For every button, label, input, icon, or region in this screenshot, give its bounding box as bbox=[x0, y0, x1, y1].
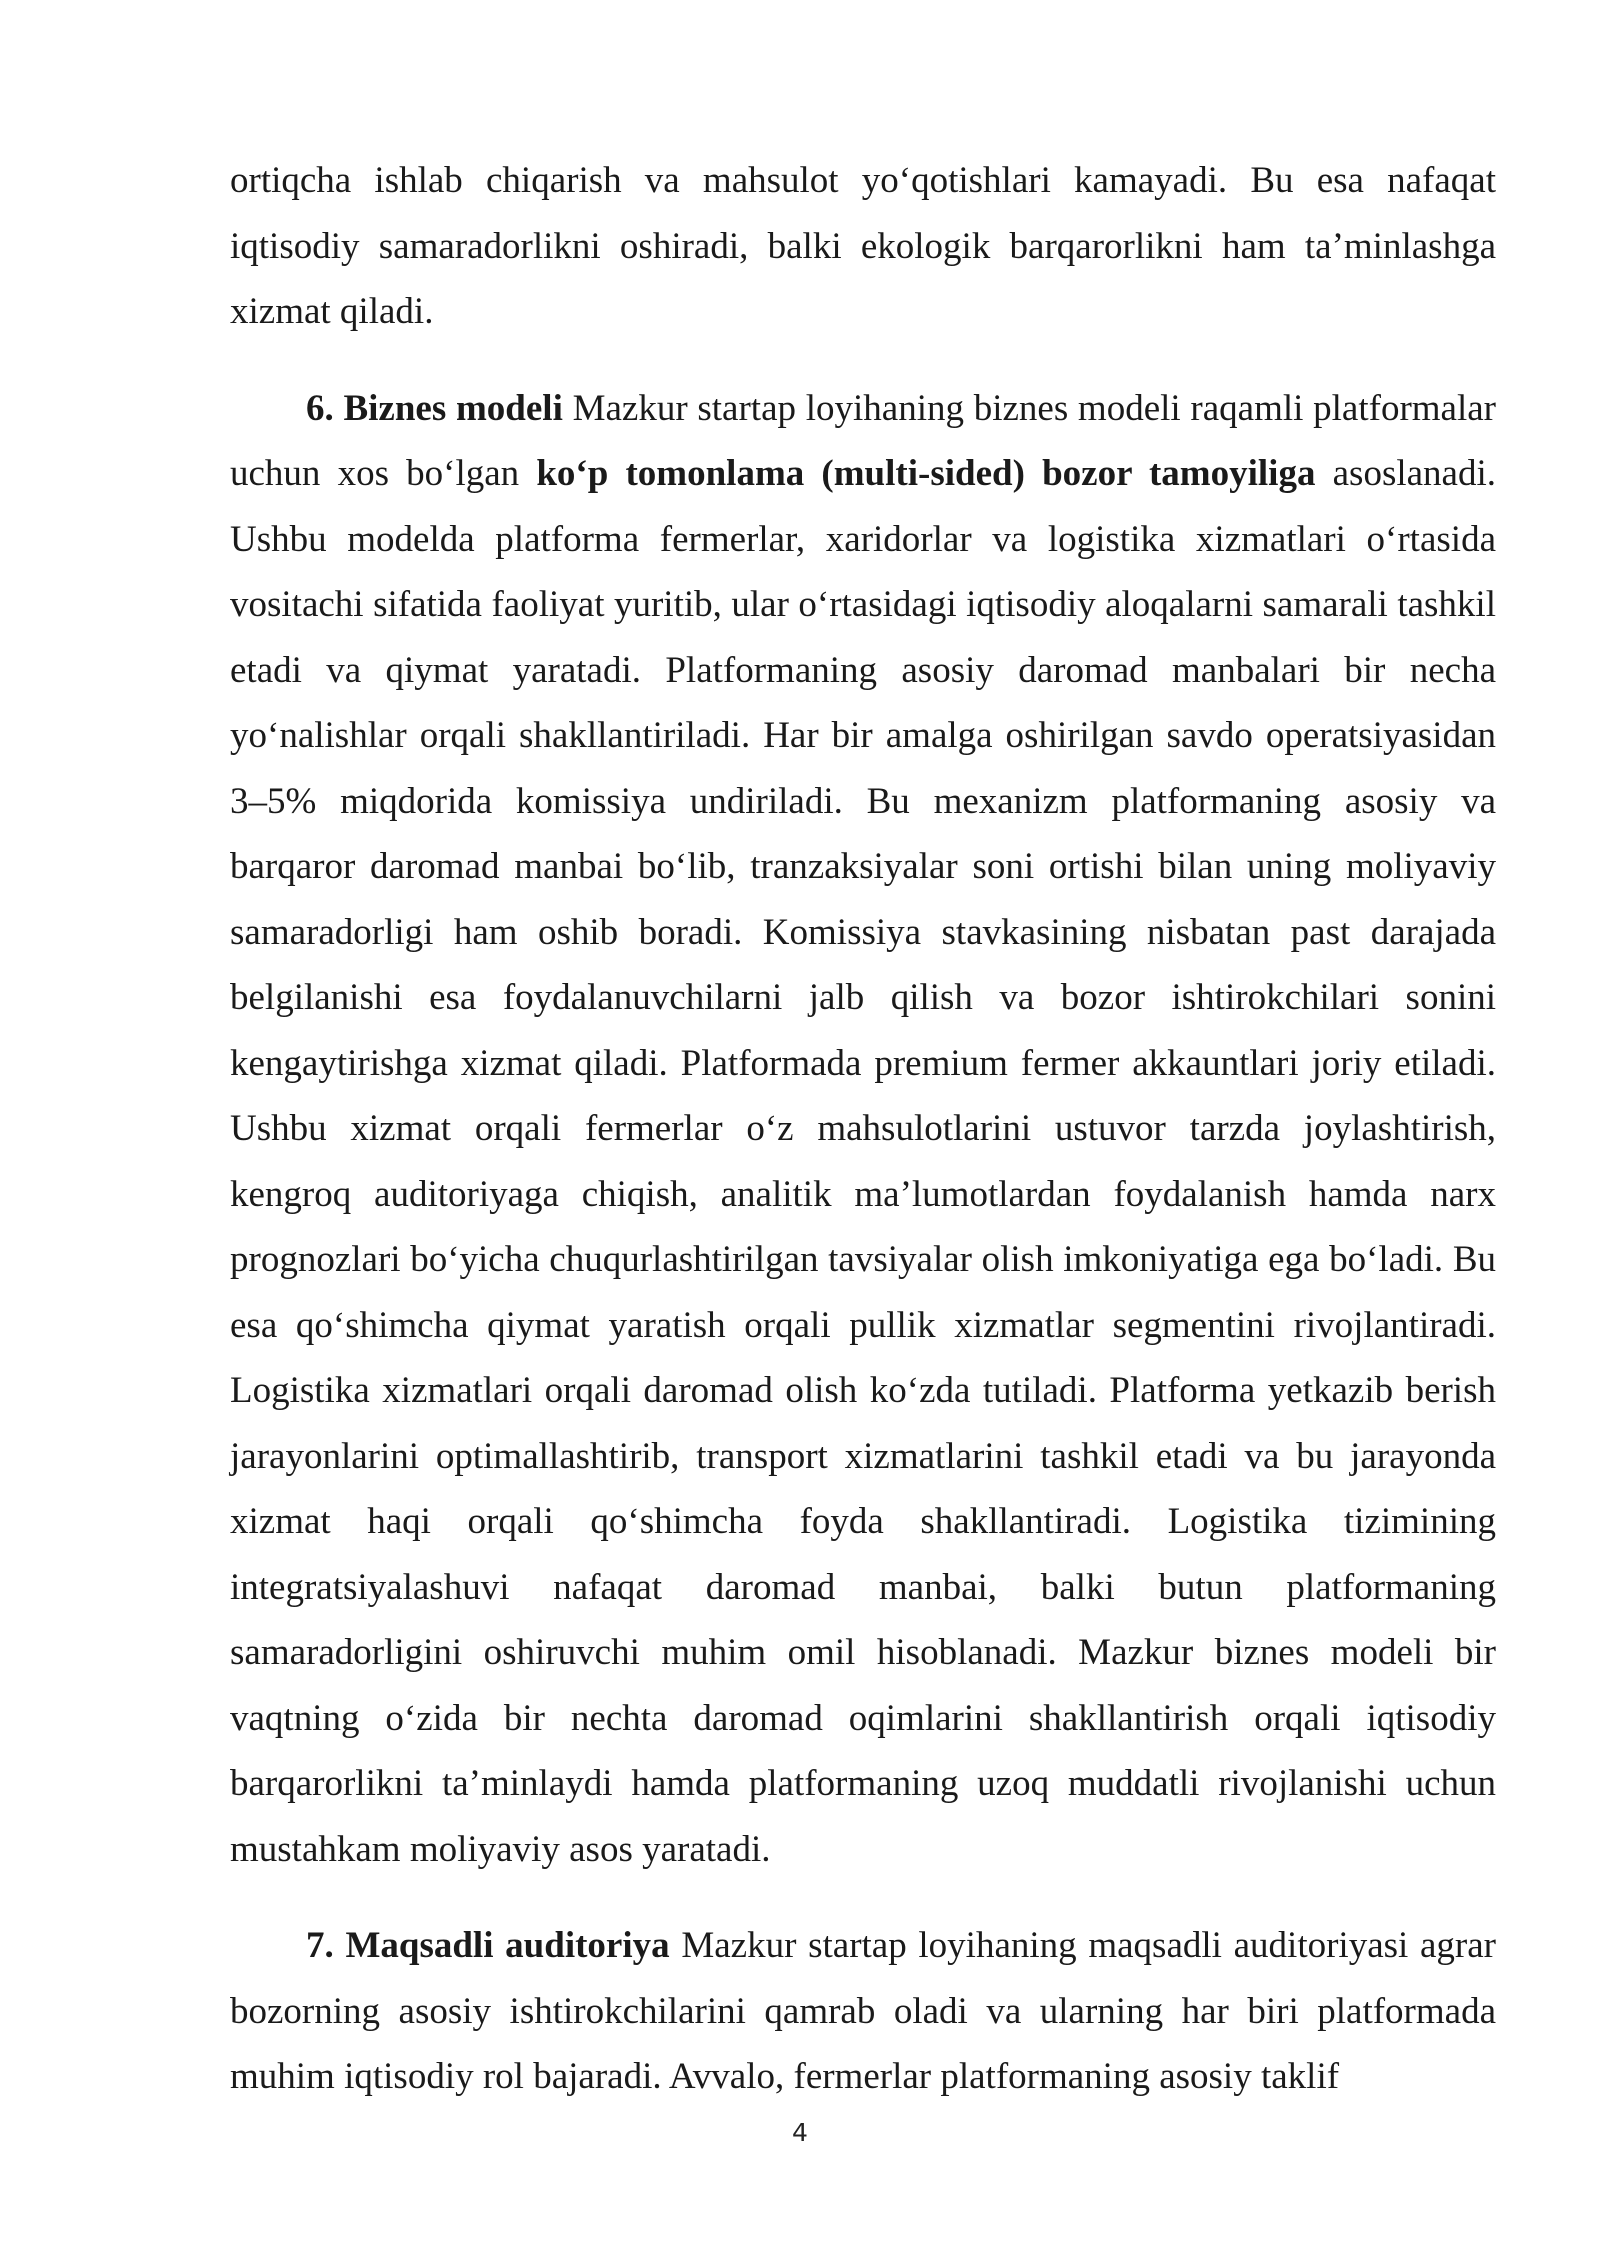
section-heading-business-model: 6. Biznes modeli bbox=[306, 387, 563, 429]
paragraph-target-audience bbox=[230, 1913, 1496, 2110]
section-heading-target-audience: 7. Maqsadli auditoriya bbox=[306, 1925, 670, 1966]
page-number: 4 bbox=[792, 2118, 808, 2147]
document-page bbox=[230, 148, 1496, 2110]
paragraph-business-model bbox=[230, 376, 1496, 1883]
paragraph-text: asoslanadi. Ushbu modelda platforma fermerlar, xaridorlar va logistika xizmatlari o‘rtasida vositachi sifatida faoliyat yuritib, ular o‘rtasidagi iqtisodiy aloqalarni samarali tashkil etadi va qiymat yaratadi. Platformaning asosiy daromad manbalari bir necha yo‘nalishlar orqali shakllantiriladi. Har bir amalga oshirilgan savdo operatsiyasidan 3–5% miqdorida komissiya undiriladi. Bu mexanizm platformaning asosiy va barqaror daromad manbai bo‘lib, tranzaksiyalar soni ortishi bilan uning moliyaviy samaradorligi ham oshib boradi. Komissiya stavkasining nisbatan past darajada belgilanishi esa foydalanuvchilarni jalb qilish va bozor ishtirokchilari sonini kengaytirishga xizmat qiladi. Platformada premium fermer akkauntlari joriy etiladi. Ushbu xizmat orqali fermerlar o‘z mahsulotlarini ustuvor tarzda joylashtirish, kengroq auditoriyaga chiqish, analitik ma’lumotlardan foydalanish hamda narx prognozlari bo‘yicha chuqurlashtirilgan tavsiyalar olish imkoniyatiga ega bo‘ladi. Bu esa qo‘shimcha qiymat yaratish orqali pullik xizmatlar segmentini rivojlantiradi. Logistika xizmatlari orqali daromad olish ko‘zda tutiladi. Platforma yetkazib berish jarayonlarini optimallashtirib, transport xizmatlarini tashkil etadi va bu jarayonda xizmat haqi orqali qo‘shimcha foyda shakllantiradi. Logistika tizimining integratsiyalashuvi nafaqat daromad manbai, balki butun platformaning samaradorligini oshiruvchi muhim omil hisoblanadi. Mazkur biznes modeli bir vaqtning o‘zida bir nechta daromad oqimlarini shakllantirish orqali iqtisodiy barqarorlikni ta’minlaydi hamda platformaning uzoq muddatli rivojlanishi uchun mustahkam moliyaviy asos yaratadi. bbox=[230, 453, 1496, 1870]
paragraph-text: Mazkur startap loyihaning biznes modeli raqamli platformalar uchun xos bo‘lgan bbox=[230, 387, 1496, 494]
paragraph-continuation: ortiqcha ishlab chiqarish va mahsulot yo‘qotishlari kamayadi. Bu esa nafaqat iqtisodiy samaradorlikni oshiradi, balki ekologik barqarorlikni ham ta’minlashga xizmat qiladi. bbox=[230, 160, 1496, 332]
bold-phrase-multi-sided: ko‘p tomonlama (multi-sided) bozor tamoyiliga bbox=[536, 453, 1316, 494]
paragraph-text: Mazkur startap loyihaning maqsadli auditoriyasi agrar bozorning asosiy ishtirokchilarini qamrab oladi va ularning har biri platformada muhim iqtisodiy rol bajaradi. Avvalo, fermerlar platformaning asosiy taklif bbox=[230, 1925, 1496, 2097]
